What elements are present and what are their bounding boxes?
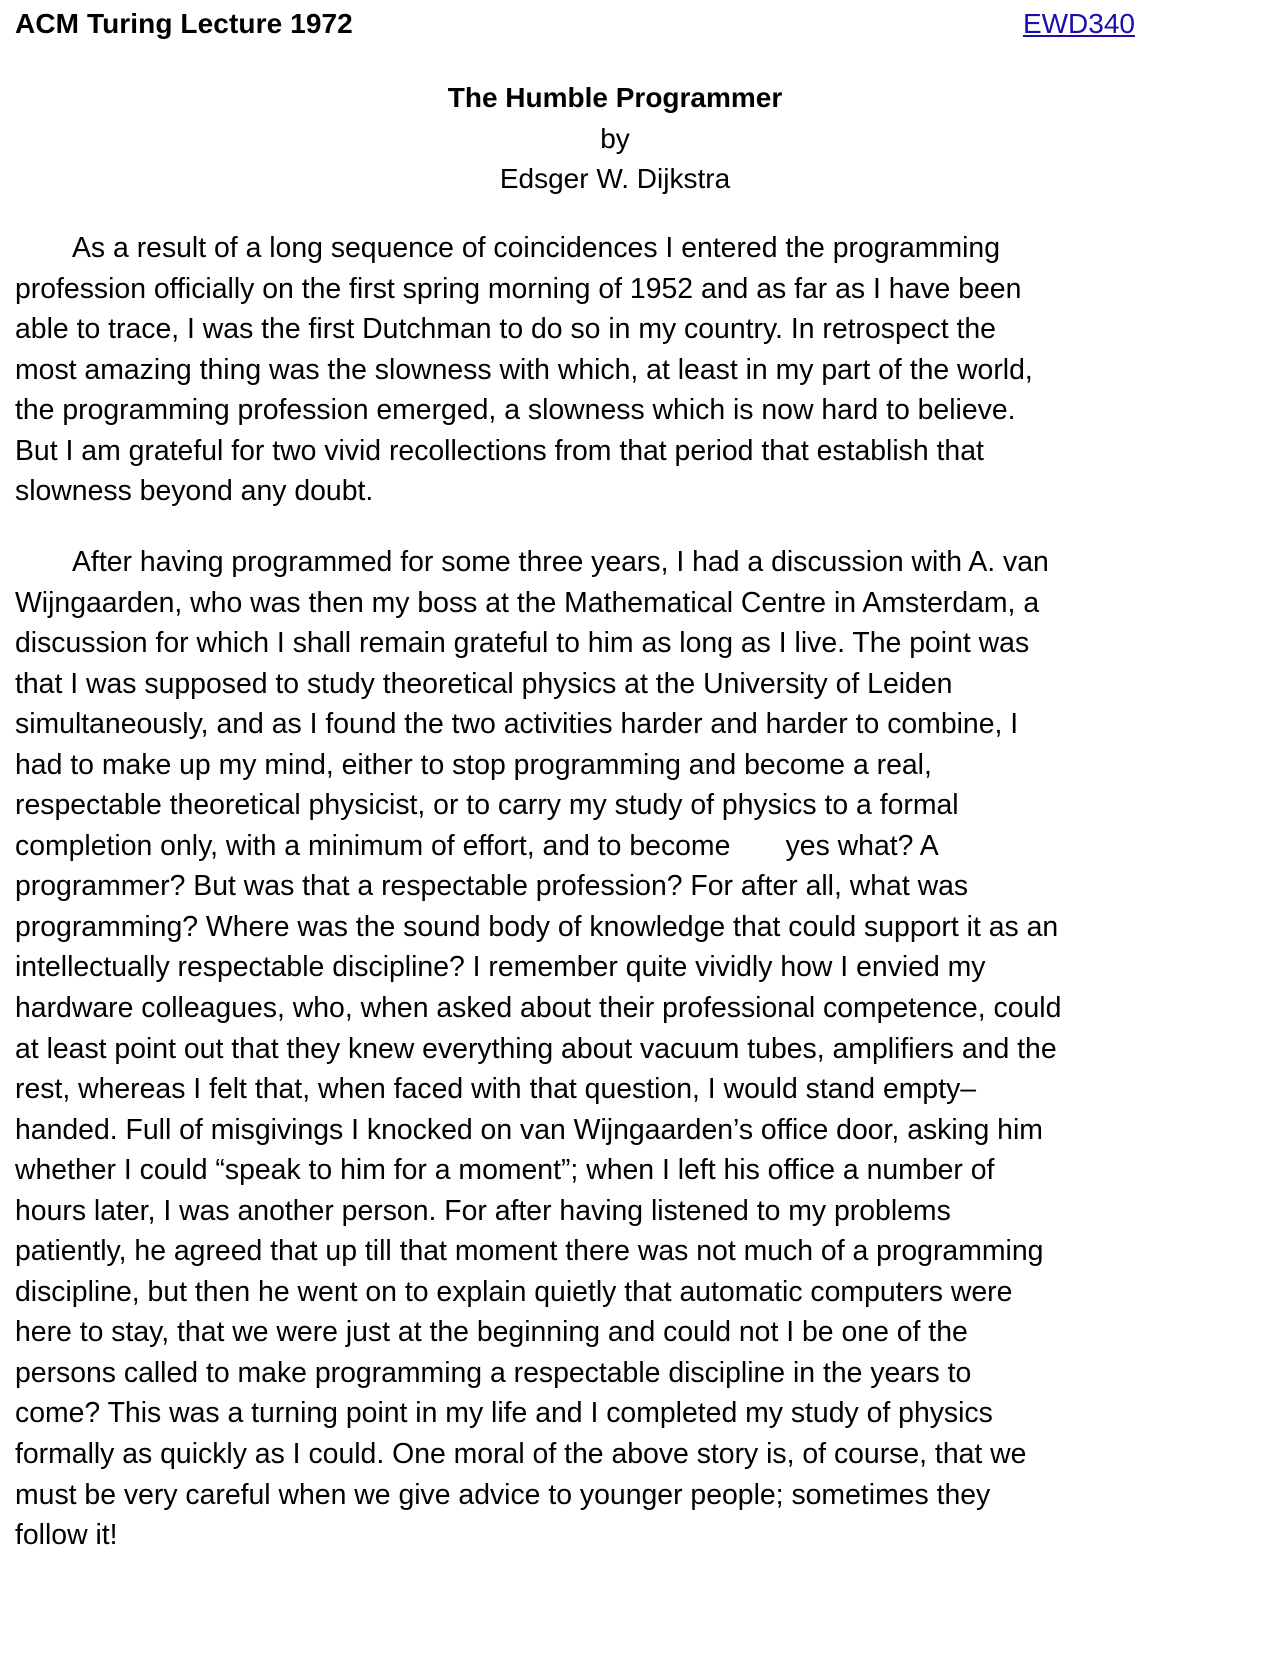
paragraph-line: programmer? But was that a respectable profession? For after all, what was xyxy=(15,870,969,903)
paragraph-line: handed. Full of misgivings I knocked on van Wijngaarden’s office door, asking him xyxy=(15,1113,1043,1146)
paragraph-line: completion only, with a minimum of effort, and to become yes what? A xyxy=(15,829,939,862)
paragraph-line: most amazing thing was the slowness with which, at least in my part of the world, xyxy=(15,353,1033,386)
paragraph-line: respectable theoretical physicist, or to carry my study of physics to a formal xyxy=(15,789,959,822)
title-block xyxy=(0,78,1230,200)
page-header xyxy=(15,8,1265,48)
paragraph-line: As a result of a long sequence of coincidences I entered the programming xyxy=(72,232,1000,264)
paragraph-line: formally as quickly as I could. One moral of the above story is, of course, that we xyxy=(15,1438,1027,1471)
paragraph-line: discussion for which I shall remain grateful to him as long as I live. The point was xyxy=(15,627,1030,660)
paragraph-line: at least point out that they knew everything about vacuum tubes, amplifiers and the xyxy=(15,1032,1057,1065)
paragraph-line: had to make up my mind, either to stop programming and become a real, xyxy=(15,748,932,781)
author-name: Edsger W. Dijkstra xyxy=(499,163,731,194)
paragraph-line: intellectually respectable discipline? I remember quite vividly how I envied my xyxy=(15,951,986,984)
paragraph-1 xyxy=(15,228,1233,512)
lecture-label: ACM Turing Lecture 1972 xyxy=(15,8,353,39)
paragraph-line: slowness beyond any doubt. xyxy=(15,475,374,508)
paragraph-line: that I was supposed to study theoretical physics at the University of Leiden xyxy=(15,667,953,700)
paragraph-line: profession officially on the first spring morning of 1952 and as far as I have been xyxy=(15,272,1022,305)
paragraph-line: the programming profession emerged, a slowness which is now hard to believe. xyxy=(15,394,1016,427)
paragraph-line: After having programmed for some three years, I had a discussion with A. van xyxy=(72,546,1049,578)
paragraph-line: discipline, but then he went on to explain quietly that automatic computers were xyxy=(15,1275,1013,1308)
paragraph-line: Wijngaarden, who was then my boss at the Mathematical Centre in Amsterdam, a xyxy=(15,586,1040,619)
paragraph-2 xyxy=(15,542,1233,1556)
paragraph-line: But I am grateful for two vivid recollections from that period that establish that xyxy=(15,434,984,467)
by-line: by xyxy=(600,122,630,154)
paragraph-line: patiently, he agreed that up till that moment there was not much of a programming xyxy=(15,1235,1044,1268)
paragraph-line: here to stay, that we were just at the beginning and could not I be one of the xyxy=(15,1316,968,1349)
paragraph-line: rest, whereas I felt that, when faced with that question, I would stand empty– xyxy=(15,1073,977,1106)
paragraph-line: persons called to make programming a respectable discipline in the years to xyxy=(15,1356,972,1389)
paragraph-line: hardware colleagues, who, when asked about their professional competence, could xyxy=(15,992,1062,1025)
document-title: The Humble Programmer xyxy=(447,82,783,113)
paragraph-line: follow it! xyxy=(15,1519,118,1552)
paragraph-line: simultaneously, and as I found the two activities harder and harder to combine, I xyxy=(15,708,1019,741)
paragraph-line: hours later, I was another person. For after having listened to my problems xyxy=(15,1194,951,1227)
ewd340-link[interactable]: EWD340 xyxy=(1022,8,1135,39)
paragraph-line: must be very careful when we give advice to younger people; sometimes they xyxy=(15,1478,991,1511)
paragraph-line: come? This was a turning point in my life and I completed my study of physics xyxy=(15,1397,993,1430)
paragraph-line: programming? Where was the sound body of knowledge that could support it as an xyxy=(15,910,1059,943)
paragraph-line: whether I could “speak to him for a moment”; when I left his office a number of xyxy=(15,1154,995,1187)
paragraph-line: able to trace, I was the first Dutchman to do so in my country. In retrospect the xyxy=(15,313,996,346)
